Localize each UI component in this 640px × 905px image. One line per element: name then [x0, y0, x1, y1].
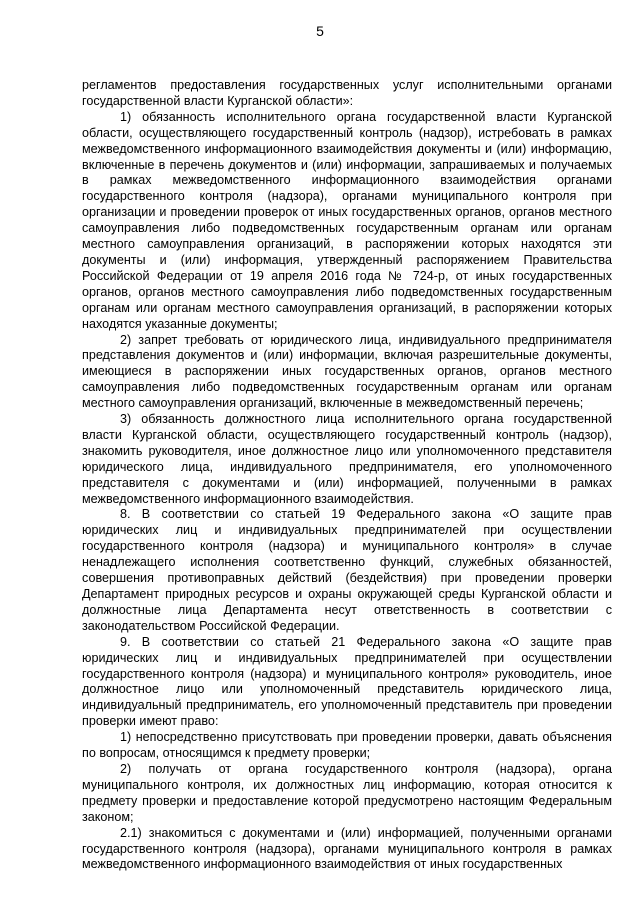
- paragraph-continuation: регламентов предоставления государственных услуг исполнительными органами государственной власти Курганской области»:: [82, 78, 612, 108]
- paragraph-section-8: 8. В соответствии со статьей 19 Федерального закона «О защите прав юридических лиц и индивидуальных предпринимателей при осуществлении государственного контроля (надзора) и муниципального контроля» в случае ненадлежащего исполнения соответственно функций, служебных обязанностей, совершения противоправных действий (бездействия) при проведении проверки Департамент природных ресурсов и охраны окружающей среды Курганской области и должностные лица Департамента несут ответственность в соответствии с законодательством Российской Федерации.: [82, 507, 612, 633]
- paragraph-right-2: 2) получать от органа государственного контроля (надзора), органа муниципального контроля, их должностных лиц информацию, которая относится к предмету проверки и предоставление которой предусмотрено настоящим Федеральным законом;: [82, 761, 612, 824]
- document-body: [82, 78, 612, 873]
- page-number: 5: [316, 23, 324, 39]
- paragraph-item-3: 3) обязанность должностного лица исполнительного органа государственной власти Курганской области, осуществляющего государственный контроль (надзор), знакомить руководителя, иное должностное лицо или уполномоченного представителя юридического лица, индивидуального предпринимателя, его уполномоченного представителя с документами и (или) информацией, полученными в рамках межведомственного информационного взаимодействия.: [82, 412, 612, 506]
- paragraph-item-1: 1) обязанность исполнительного органа государственной власти Курганской области, осуществляющего государственный контроль (надзор), истребовать в рамках межведомственного информационного взаимодействия документы и (или) информацию, включенные в перечень документов и (или) информации, запрашиваемых и получаемых в рамках межведомственного информационного взаимодействия органами государственного контроля (надзора), органами муниципального контроля при организации и проведении проверок от иных государственных органов, органов местного самоуправления либо подведомственных государственным органам или органам местного самоуправления организаций, в распоряжении которых находятся эти документы и (или) информация, утвержденный распоряжением Правительства Российской Федерации от 19 апреля 2016 года № 724-р, от иных государственных органов, органов местного самоуправления либо подведомственных государственным органам или органам местного самоуправления организаций, в распоряжении которых находятся указанные документы;: [82, 109, 612, 331]
- paragraph-right-2-1: 2.1) знакомиться с документами и (или) информацией, полученными органами государственного контроля (надзора), органами муниципального контроля в рамках межведомственного информационного взаимодействия от иных государственных: [82, 825, 612, 872]
- paragraph-item-2: 2) запрет требовать от юридического лица, индивидуального предпринимателя представления документов и (или) информации, включая разрешительные документы, имеющиеся в распоряжении иных государственных органов, органов местного самоуправления либо подведомственных государственным органам или органам местного самоуправления организаций, включенные в межведомственный перечень;: [82, 332, 612, 411]
- paragraph-section-9: 9. В соответствии со статьей 21 Федерального закона «О защите прав юридических лиц и индивидуальных предпринимателей при осуществлении государственного контроля (надзора) и муниципального контроля» руководитель, иное должностное лицо или уполномоченный представитель юридического лица, индивидуальный предприниматель, его уполномоченный представитель при проведении проверки имеют право:: [82, 634, 612, 729]
- paragraph-right-1: 1) непосредственно присутствовать при проведении проверки, давать объяснения по вопросам, относящимся к предмету проверки;: [82, 730, 612, 761]
